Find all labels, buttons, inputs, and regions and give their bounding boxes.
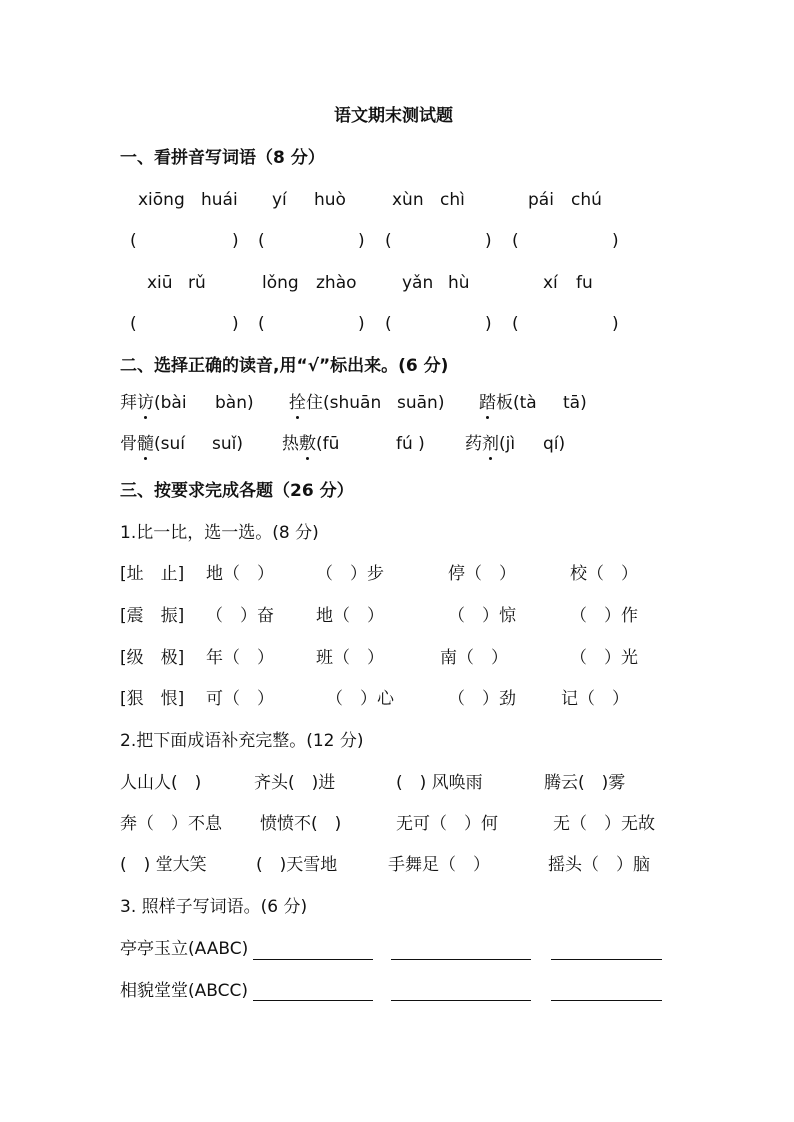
reading-option: qí) (543, 434, 566, 454)
dotted-char: 剂 (482, 434, 499, 454)
blank-item: 校（ ） (570, 564, 638, 584)
reading-item: 拜访(bài (120, 393, 187, 413)
idiom: 愤愤不( ) (260, 814, 342, 834)
answer-line (391, 1000, 531, 1001)
idiom: ( ) 风唤雨 (396, 773, 483, 793)
char-pair: [级 极] (120, 648, 185, 668)
blank-item: （ ）心 (326, 689, 394, 709)
pinyin: huò (314, 190, 346, 210)
blank-item: 地（ ） (316, 606, 384, 626)
pinyin: lǒng (262, 273, 299, 293)
idiom: 腾云( )雾 (544, 773, 626, 793)
idiom: 无（ ）无故 (553, 814, 655, 834)
blank-item: （ ）奋 (206, 606, 274, 626)
reading-option: bàn) (215, 393, 254, 413)
open-paren: ( (512, 314, 519, 334)
answer-line (391, 959, 531, 960)
char-pair: [址 止] (120, 564, 185, 584)
dotted-char: 敷 (299, 434, 316, 454)
example-word: 相貌堂堂(ABCC) (120, 981, 248, 1001)
section2-heading: 二、选择正确的读音,用“√”标出来。(6 分) (120, 356, 449, 376)
idiom: 无可（ ）何 (396, 814, 498, 834)
pinyin: rǔ (188, 273, 206, 293)
page-title: 语文期末测试题 (334, 106, 453, 126)
close-paren: ) (232, 314, 239, 334)
blank-item: （ ）光 (570, 648, 638, 668)
reading-item: 骨髓(suí (120, 434, 185, 454)
blank-item: 年（ ） (206, 648, 274, 668)
pinyin: fu (576, 273, 593, 293)
open-paren: ( (385, 314, 392, 334)
close-paren: ) (485, 314, 492, 334)
close-paren: ) (612, 314, 619, 334)
dotted-char: 踏 (479, 393, 496, 413)
idiom: 奔（ ）不息 (120, 814, 222, 834)
reading-item: 热敷(fū (282, 434, 340, 454)
pinyin: zhào (316, 273, 357, 293)
answer-line (253, 1000, 373, 1001)
open-paren: ( (385, 231, 392, 251)
idiom: 手舞足（ ） (388, 855, 490, 875)
reading-option: suǐ) (212, 434, 243, 454)
reading-item: 踏板(tà (479, 393, 537, 413)
dotted-char: 髓 (137, 434, 154, 454)
pinyin: pái (528, 190, 554, 210)
close-paren: ) (232, 231, 239, 251)
idiom: ( ) 堂大笑 (120, 855, 207, 875)
reading-option: suān) (397, 393, 445, 413)
blank-item: 记（ ） (561, 689, 629, 709)
blank-item: （ ）步 (316, 564, 384, 584)
blank-item: 南（ ） (440, 648, 508, 668)
reading-option: fú ) (396, 434, 425, 454)
pinyin: chú (571, 190, 602, 210)
pinyin: huái (201, 190, 238, 210)
close-paren: ) (612, 231, 619, 251)
dotted-char: 访 (137, 393, 154, 413)
dotted-char: 拴 (289, 393, 306, 413)
open-paren: ( (512, 231, 519, 251)
section3-heading: 三、按要求完成各题（26 分） (120, 481, 354, 501)
blank-item: （ ）作 (570, 606, 638, 626)
blank-item: 停（ ） (448, 564, 516, 584)
pinyin: xí (543, 273, 558, 293)
pinyin: xiōng (138, 190, 185, 210)
blank-item: 地（ ） (206, 564, 274, 584)
section1-heading: 一、看拼音写词语（8 分） (120, 148, 325, 168)
open-paren: ( (258, 231, 265, 251)
idiom: ( )天雪地 (256, 855, 338, 875)
blank-item: 班（ ） (316, 648, 384, 668)
q2-title: 2.把下面成语补充完整。(12 分) (120, 731, 364, 751)
char-pair: [狠 恨] (120, 689, 185, 709)
pinyin: hù (448, 273, 470, 293)
close-paren: ) (358, 231, 365, 251)
reading-option: tā) (563, 393, 587, 413)
pinyin: yí (272, 190, 287, 210)
example-word: 亭亭玉立(AABC) (120, 939, 249, 959)
open-paren: ( (130, 231, 137, 251)
pinyin: chì (440, 190, 465, 210)
pinyin: xùn (392, 190, 424, 210)
answer-line (551, 959, 662, 960)
blank-item: 可（ ） (206, 689, 274, 709)
reading-item: 药剂(jì (465, 434, 516, 454)
blank-item: （ ）劲 (448, 689, 516, 709)
close-paren: ) (485, 231, 492, 251)
pinyin: yǎn (402, 273, 434, 293)
idiom: 人山人( ) (120, 773, 202, 793)
idiom: 齐头( )进 (254, 773, 336, 793)
q1-title: 1.比一比，选一选。(8 分) (120, 523, 319, 543)
pinyin: xiū (147, 273, 173, 293)
blank-item: （ ）惊 (448, 606, 516, 626)
answer-line (551, 1000, 662, 1001)
reading-item: 拴住(shuān (289, 393, 382, 413)
open-paren: ( (130, 314, 137, 334)
char-pair: [震 振] (120, 606, 185, 626)
open-paren: ( (258, 314, 265, 334)
close-paren: ) (358, 314, 365, 334)
answer-line (253, 959, 373, 960)
q3-title: 3. 照样子写词语。(6 分) (120, 897, 308, 917)
idiom: 摇头（ ）脑 (548, 855, 650, 875)
